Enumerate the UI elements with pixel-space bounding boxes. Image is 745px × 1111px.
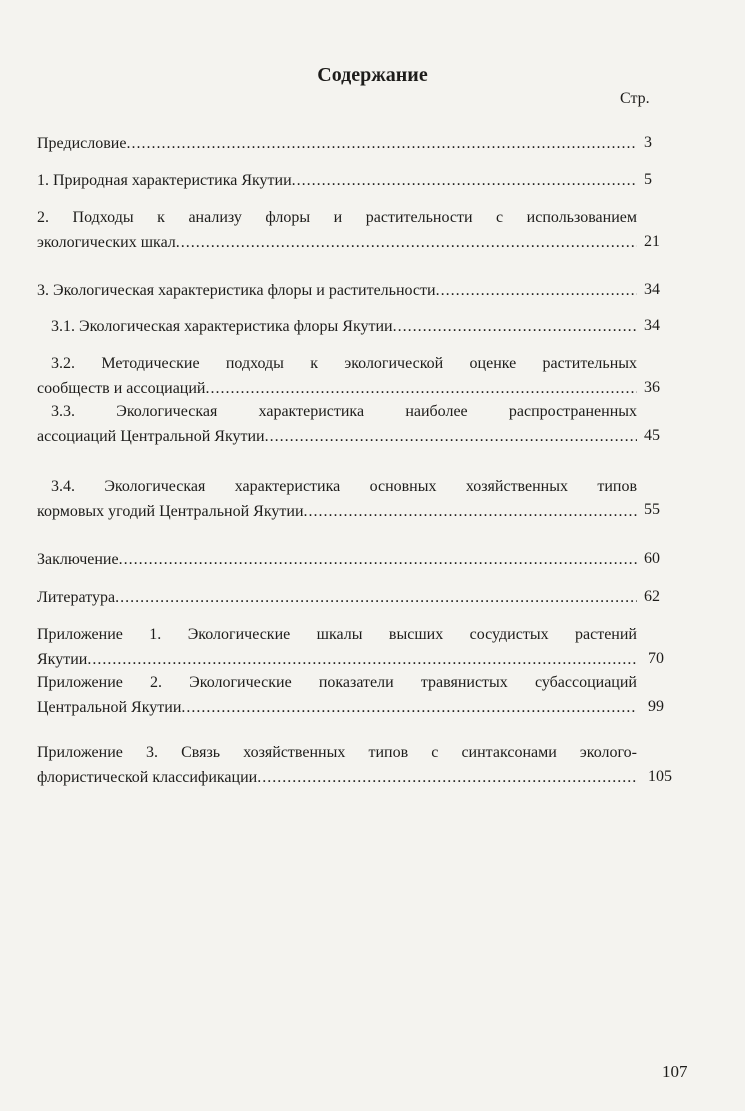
leader-dots (181, 695, 637, 720)
toc-entry-line: Приложение 3. Связь хозяйственных типов с синтаксонами эколого- (37, 744, 637, 761)
toc-entry-section-3-2 (37, 351, 637, 401)
toc-entry-line: флористической классификации ..... (37, 765, 637, 790)
toc-entry-line: 3.1. Экологическая характеристика флоры Якутии ..... (37, 314, 637, 339)
toc-page-number: 55 (644, 501, 660, 518)
page-column-label: Стр. (620, 90, 650, 107)
toc-entry-appendix-2 (37, 670, 637, 720)
toc-entry-line: кормовых угодий Центральной Якутии ..... (37, 499, 637, 524)
leader-dots (304, 499, 637, 524)
toc-entry-conclusion (37, 547, 637, 572)
leader-dots (265, 424, 637, 449)
toc-entry-literature (37, 585, 637, 610)
toc-page-number: 3 (644, 134, 652, 151)
page-title: Содержание (317, 64, 428, 86)
toc-entry-line: 2. Подходы к анализу флоры и растительности с использованием (37, 209, 637, 226)
toc-entry-line: ассоциаций Центральной Якутии ..... (37, 424, 637, 449)
toc-entry-appendix-3 (37, 740, 637, 790)
toc-entry-line: 3.3. Экологическая характеристика наиболее распространенных (51, 403, 637, 420)
leader-dots (115, 585, 637, 610)
leader-dots (393, 314, 637, 339)
toc-entry-section-3-1 (37, 314, 637, 339)
toc-entry-line: Приложение 2. Экологические показатели травянистых субассоциаций (37, 674, 637, 691)
toc-page-number: 34 (644, 317, 660, 334)
toc-page-number: 62 (644, 588, 660, 605)
toc-page-number: 5 (644, 171, 652, 188)
toc-entry-line: Предисловие ..... (37, 131, 637, 156)
toc-entry-section-3-3 (37, 399, 637, 449)
toc-page-number: 45 (644, 427, 660, 444)
leader-dots (292, 168, 637, 193)
toc-entry-line: 3.2. Методические подходы к экологической оценке растительных (51, 355, 637, 372)
leader-dots (126, 131, 637, 156)
toc-page-number: 60 (644, 550, 660, 567)
leader-dots (176, 230, 637, 255)
toc-entry-line: Приложение 1. Экологические шкалы высших сосудистых растений (37, 626, 637, 643)
leader-dots (119, 547, 637, 572)
leader-dots (206, 376, 638, 401)
toc-entry-line: экологических шкал ..... (37, 230, 637, 255)
folio-page-number: 107 (662, 1062, 688, 1081)
toc-entry-line: Заключение ..... (37, 547, 637, 572)
toc-entry-line: 3. Экологическая характеристика флоры и растительности ..... (37, 278, 637, 303)
toc-page-number: 36 (644, 379, 660, 396)
toc-page-number: 21 (644, 233, 660, 250)
toc-page-number: 105 (648, 768, 672, 785)
toc-page-number: 70 (648, 650, 664, 667)
toc-page-number: 34 (644, 281, 660, 298)
toc-entry-chapter-2 (37, 205, 637, 255)
toc-entry-line: Якутии ..... (37, 647, 637, 672)
toc-entry-section-3-4 (37, 474, 637, 524)
toc-entry-preface (37, 131, 637, 156)
leader-dots (436, 278, 637, 303)
toc-entry-line: Центральной Якутии ..... (37, 695, 637, 720)
toc-entry-chapter-1 (37, 168, 637, 193)
toc-entry-line: сообществ и ассоциаций ..... (37, 376, 637, 401)
toc-entry-line: Литература ..... (37, 585, 637, 610)
leader-dots (87, 647, 637, 672)
toc-entry-line: 3.4. Экологическая характеристика основных хозяйственных типов (51, 478, 637, 495)
toc-entry-chapter-3 (37, 278, 637, 303)
toc-entry-line: 1. Природная характеристика Якутии ..... (37, 168, 637, 193)
toc-page-number: 99 (648, 698, 664, 715)
leader-dots (257, 765, 637, 790)
toc-entry-appendix-1 (37, 622, 637, 672)
